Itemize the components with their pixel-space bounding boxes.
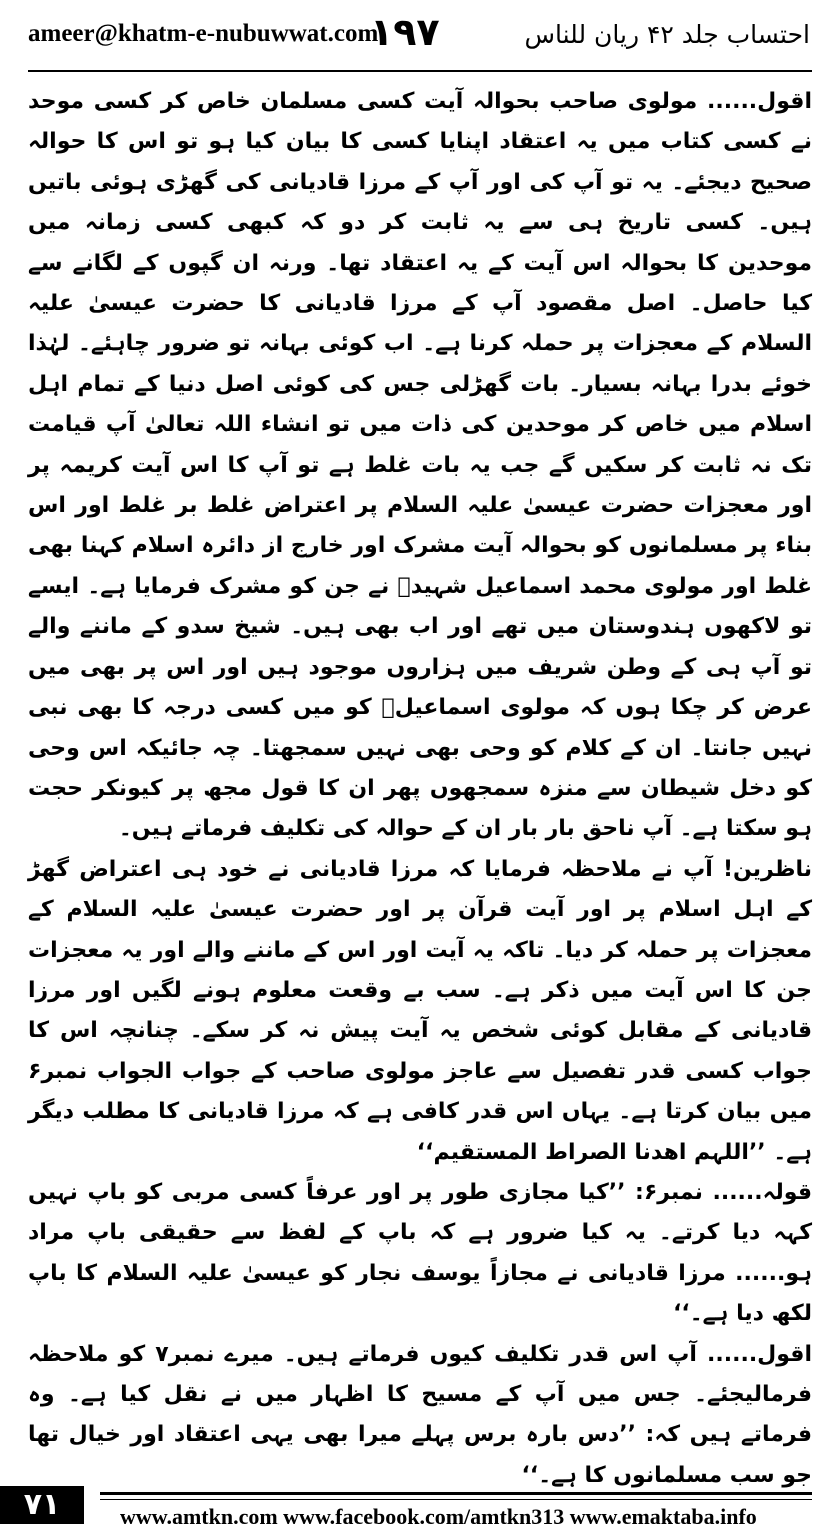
footer-rule-thin	[100, 1499, 812, 1500]
paragraph-1: اقول...... مولوی صاحب بحوالہ آیت کسی مسلمان خاص کر کسی موحد نے کسی کتاب میں یہ اعتقاد اپنایا کسی کا بیان کیا ہو تو اس کا حوالہ صحیح دیجئے۔ یہ تو آپ کی اور آپ کے مرزا قادیانی کی گھڑی ہوئی باتیں ہیں۔ کسی تاریخ ہی سے یہ ثابت کر دو کہ کبھی کسی زمانہ میں موحدین کا بحوالہ اس آیت کے یہ اعتقاد تھا۔ ورنہ ان گپوں کے لگانے سے کیا حاصل۔ اصل مقصود آپ کے مرزا قادیانی کا حضرت عیسیٰ علیہ السلام کے معجزات پر حملہ کرنا ہے۔ اب کوئی بہانہ تو ضرور چاہئے۔ لہٰذا خوئے بدرا بہانہ بسیار۔ بات گھڑلی جس کی کوئی اصل دنیا کے تمام اہل اسلام میں خاص کر موحدین کی ذات میں تو انشاء اللہ تعالیٰ آپ قیامت تک نہ ثابت کر سکیں گے جب یہ بات غلط ہے تو آپ کا اس آیت کریمہ پر اور معجزات حضرت عیسیٰ علیہ السلام پر اعتراض غلط بر غلط اور اس بناء پر مسلمانوں کو بحوالہ آیت مشرک اور خارج از دائرہ اسلام کہنا بھی غلط اور مولوی محمد اسماعیل شہیدؒ نے جن کو مشرک فرمایا ہے۔ ایسے تو لاکھوں ہندوستان میں تھے اور اب بھی ہیں۔ شیخ سدو کے ماننے والے تو آپ ہی کے وطن شریف میں ہزاروں موجود ہیں اور اس پر بھی میں عرض کر چکا ہوں کہ مولوی اسماعیلؒ کو میں کسی درجہ کا بھی نبی نہیں جانتا۔ ان کے کلام کو وحی بھی نہیں سمجھتا۔ چہ جائیکہ اس وحی کو دخل شیطان سے منزہ سمجھوں پھر ان کا قول مجھ پر کیونکر حجت ہو سکتا ہے۔ آپ ناحق بار بار ان کے حوالہ کی تکلیف فرماتے ہیں۔	[28, 89, 812, 842]
paragraph-4: اقول...... آپ اس قدر تکلیف کیوں فرماتے ہیں۔ میرے نمبر۷ کو ملاحظہ فرمالیجئے۔ جس میں آپ کے مسیح کا اظہار میں نے نقل کیا ہے۔ وہ فرماتے ہیں کہ: ’’دس بارہ برس پہلے میرا بھی یہی اعتقاد اور خیال تھا جو سب مسلمانوں کا ہے۔‘‘	[28, 1341, 812, 1488]
page-body	[28, 82, 812, 1496]
page-header	[0, 0, 840, 78]
header-email: ameer@khatm-e-nubuwwat.com	[28, 20, 379, 47]
footer-links: www.amtkn.com www.facebook.com/amtkn313 www.emaktaba.info	[120, 1504, 757, 1529]
header-rule	[28, 70, 812, 72]
page-footer	[0, 1480, 840, 1540]
book-title: احتساب جلد ۴۲ ریان للناس	[524, 20, 810, 49]
folio-number: ۷۱	[0, 1486, 84, 1524]
paragraph-3: قولہ...... نمبر۶: ’’کیا مجازی طور پر اور عرفاً کسی مربی کو باپ نہیں کہہ دیا کرتے۔ یہ کیا ضرور ہے کہ باپ کے لفظ سے حقیقی باپ مراد ہو...... مرزا قادیانی نے مجازاً یوسف نجار کو عیسیٰ علیہ السلام کا باپ لکھ دیا ہے۔‘‘	[28, 1179, 812, 1327]
paragraph-2: ناظرین! آپ نے ملاحظہ فرمایا کہ مرزا قادیانی نے خود ہی اعتراض گھڑ کے اہل اسلام پر اور آیت قرآن پر اور حضرت عیسیٰ علیہ السلام کے معجزات پر حملہ کر دیا۔ تاکہ یہ آیت اور اس کے ماننے والے اور یہ معجزات جن کا اس آیت میں ذکر ہے۔ سب بے وقعت معلوم ہونے لگیں اور مرزا قادیانی کے مقابل کوئی شخص یہ آیت پیش نہ کر سکے۔ چنانچہ اس کا جواب کسی قدر تفصیل سے عاجز مولوی صاحب کے جواب الجواب نمبر۶ میں بیان کرتا ہے۔ یہاں اس قدر کافی ہے کہ مرزا قادیانی کا مطلب دیگر ہے۔ ’’اللہم اھدنا الصراط المستقیم‘‘	[28, 856, 812, 1165]
page-number: ۱۹۷	[370, 10, 440, 54]
footer-rule-thick	[100, 1492, 812, 1495]
